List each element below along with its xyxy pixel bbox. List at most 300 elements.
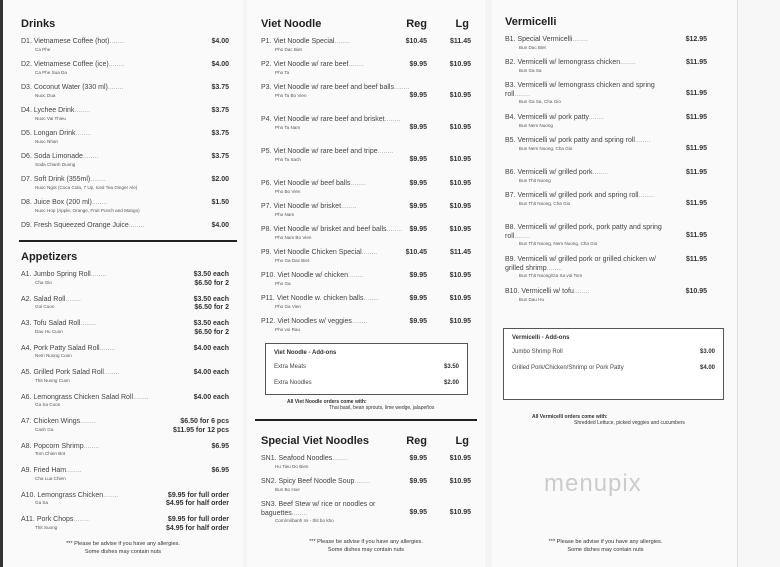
item-price	[173, 418, 229, 435]
price-alt: $6.50 for 2	[194, 279, 229, 287]
leader-dots: ........	[74, 107, 90, 114]
note-text: Thai basil, bean sprouts, lime wedge, jalapeños	[329, 405, 435, 411]
item-name-block	[21, 467, 176, 482]
price-reg: $9.95	[409, 455, 427, 462]
item-vietnamese-name: Bun Dac Biet	[519, 44, 546, 50]
item-price	[194, 320, 229, 337]
item-name-block	[261, 501, 416, 524]
item-name: D2. Vietnamese Coffee (ice)	[21, 61, 109, 68]
menu-item	[261, 148, 481, 180]
item-vietnamese-name: Pho Nam Bo Vien	[275, 234, 312, 240]
leader-dots: ........	[291, 509, 308, 517]
price: $4.00	[211, 38, 229, 45]
item-price	[166, 492, 229, 509]
item-name: P11. Viet Noodle w. chicken balls	[261, 295, 364, 302]
item-name: D9. Fresh Squeezed Orange Juice	[21, 222, 129, 229]
item-name-block	[21, 271, 176, 286]
price: $3.75	[211, 84, 229, 91]
addon-price: $4.00	[699, 365, 715, 371]
menu-item	[21, 467, 239, 492]
item-price	[686, 145, 707, 154]
item-name-block	[21, 38, 176, 53]
item-name-block	[261, 38, 416, 53]
leader-dots: ........	[386, 226, 403, 233]
item-name-block	[261, 84, 416, 99]
item-name: P6. Viet Noodle w/ beef balls	[261, 180, 351, 187]
price: $4.00 each	[193, 344, 229, 352]
menu-item	[21, 516, 239, 541]
item-price	[211, 467, 229, 476]
item-vietnamese-name: Goi Cuon	[35, 304, 55, 309]
item-vietnamese-name: Nuoc Dua	[35, 92, 56, 98]
item-name-block	[261, 116, 416, 131]
item-name: P3. Viet Noodle w/ rare beef and beef balls	[261, 84, 394, 91]
col-lg: Lg	[455, 18, 469, 30]
price: $10.95	[685, 288, 707, 295]
price: $1.50	[211, 199, 229, 206]
leader-dots: ........	[384, 116, 401, 123]
item-vietnamese-name: Bun Bo Hue	[275, 486, 300, 492]
price: $9.95 for full order	[167, 516, 229, 523]
item-vietnamese-name: Pho Ta Nam	[275, 124, 301, 130]
menu-item	[21, 153, 239, 176]
menu-item	[21, 320, 239, 345]
viet-noodle-section	[261, 18, 481, 341]
price-reg: $9.95	[409, 180, 427, 187]
menu-item	[21, 492, 239, 517]
addon-name: Extra Noodles	[274, 380, 312, 386]
item-name-block	[261, 272, 416, 287]
price-alt: $6.50 for 2	[194, 304, 229, 311]
item-name-block	[21, 369, 176, 384]
item-name: D6. Soda Limonade	[21, 153, 83, 160]
item-vietnamese-name: Soda Chanh Duong	[35, 161, 76, 167]
item-name: B2. Vermicelli w/ lemongrass chicken	[505, 59, 621, 66]
price-lg: $10.95	[449, 455, 471, 462]
col-lg: Lg	[455, 435, 469, 447]
item-name: B4. Vermicelli w/ pork patty	[505, 114, 589, 121]
item-vietnamese-name: Com/mi/banh mi - thit bo kho	[275, 518, 334, 523]
leader-dots: ........	[80, 418, 96, 425]
menu-item	[261, 478, 481, 501]
leader-dots: ........	[103, 491, 119, 499]
item-name: A7. Chicken Wings	[21, 418, 81, 425]
price: $11.95	[685, 232, 707, 239]
item-vietnamese-name: Pho Nam	[275, 211, 295, 217]
price-lg: $10.95	[449, 124, 471, 131]
item-price	[211, 443, 229, 452]
item-name: D4. Lychee Drink	[21, 107, 75, 114]
item-price	[211, 222, 229, 231]
leader-dots: ........	[83, 442, 100, 450]
item-price	[211, 61, 229, 70]
item-name-block	[261, 148, 416, 163]
menu-item	[21, 443, 239, 468]
item-price	[686, 256, 707, 265]
item-name-block	[261, 455, 416, 470]
menu-item	[261, 455, 481, 478]
section-title: Viet Noodle	[261, 18, 322, 30]
price-reg: $10.45	[405, 249, 427, 256]
item-vietnamese-name: Thit Nuong Cuon	[35, 377, 70, 383]
price-reg: $9.95	[409, 203, 427, 210]
item-name-block	[21, 345, 176, 360]
leader-dots: ........	[348, 272, 364, 279]
included-note	[532, 414, 685, 426]
item-name: B7. Vermicelli w/ grilled pork and spring roll	[505, 192, 639, 199]
note-title: All Viet Noodle orders come with:	[287, 399, 367, 405]
item-name: P12. Viet Noodles w/ veggies	[261, 318, 352, 325]
price-lg: $10.95	[449, 180, 471, 187]
item-name-block	[21, 222, 176, 231]
item-price	[211, 153, 229, 162]
col-reg: Reg	[406, 435, 427, 447]
item-price	[211, 84, 229, 93]
item-vietnamese-name: Pho Ta Bo Vien	[275, 92, 307, 98]
item-vietnamese-name: Pho Dac Biet	[275, 46, 302, 52]
price-lg: $10.95	[449, 272, 471, 279]
item-vietnamese-name: Pho Ga Vien	[275, 303, 301, 309]
price: $3.75	[211, 107, 229, 114]
item-name: B5. Vermicelli w/ pork patty and spring roll	[505, 137, 635, 144]
item-vietnamese-name: Pho Ga	[275, 280, 291, 286]
price: $6.95	[211, 467, 229, 474]
addon-item	[512, 349, 715, 355]
leader-dots: ........	[573, 288, 590, 295]
menu-item	[505, 288, 717, 311]
price-alt: $4.95 for half order	[165, 524, 229, 532]
section-title: Vermicelli	[505, 16, 557, 28]
price: $2.00	[211, 176, 229, 183]
item-price	[211, 38, 229, 47]
item-price	[211, 107, 229, 116]
panel-middle	[247, 0, 485, 567]
menu-item	[505, 36, 717, 59]
item-price	[211, 176, 229, 185]
menu-item	[261, 180, 481, 203]
item-vietnamese-name: Tom Chien Bot	[35, 451, 66, 456]
menu-item	[21, 107, 239, 130]
price: $4.00	[211, 61, 229, 68]
item-price	[194, 369, 229, 378]
item-price	[211, 199, 229, 208]
price-lg: $10.95	[449, 203, 471, 210]
item-name-block	[21, 61, 176, 76]
item-vietnamese-name: Cha Lua Chien	[35, 475, 66, 481]
item-name-block	[261, 203, 416, 218]
item-name-block	[261, 180, 416, 195]
item-name: A6. Lemongrass Chicken Salad Roll	[21, 393, 134, 401]
item-name: B9. Vermicelli w/ grilled pork or grilled chicken w/ grilled shrimp	[505, 256, 656, 272]
menu-item	[21, 271, 239, 296]
item-name: A5. Grilled Pork Salad Roll	[21, 369, 104, 376]
item-name: SN3. Beef Stew w/ rice or noodles or baguettes	[261, 501, 376, 517]
leader-dots: ........	[377, 148, 394, 155]
section-title: Drinks	[21, 18, 56, 30]
leader-dots: ........	[82, 153, 99, 160]
item-name-block	[505, 224, 670, 247]
item-name: SN1. Seafood Noodles	[261, 455, 333, 462]
item-name-block	[505, 82, 670, 105]
item-vietnamese-name: Nuoc Ngot (Coca Cola, 7 Up, Iced Tea Ginger Ale)	[35, 184, 138, 190]
price: $3.75	[211, 130, 229, 137]
menu-item	[261, 203, 481, 226]
addon-name: Extra Meats	[274, 364, 307, 370]
allergy-note	[492, 538, 719, 554]
item-name-block	[21, 84, 176, 99]
divider	[255, 419, 477, 421]
price-lg: $10.95	[449, 61, 471, 68]
menu-item	[261, 38, 481, 61]
price: $4.00 each	[193, 393, 229, 401]
item-name: A9. Fried Ham	[21, 467, 67, 474]
menu-item	[261, 501, 481, 533]
menu-item	[21, 418, 239, 443]
special-section	[261, 435, 481, 533]
item-vietnamese-name: Pho Ta Sach	[275, 156, 301, 162]
price-lg: $10.95	[449, 318, 471, 325]
price-reg: $9.95	[409, 226, 427, 233]
leader-dots: ........	[108, 61, 125, 68]
item-price	[686, 90, 707, 99]
price: $4.00 each	[193, 369, 229, 376]
blank-fold	[737, 0, 780, 567]
viet-noodle-addons	[265, 343, 468, 395]
item-vietnamese-name: Bun Nem Nuong, Cha Gio	[519, 145, 573, 151]
item-name-block	[505, 256, 670, 279]
item-name-block	[21, 443, 176, 458]
item-name-block	[261, 226, 416, 241]
price-reg: $9.95	[409, 295, 427, 302]
panel-right	[492, 0, 737, 567]
allergy-line: *** Please be advise if you have any allergies.	[309, 539, 423, 545]
menu-item	[261, 249, 481, 272]
price-alt: $11.95 for 12 pcs	[172, 426, 229, 434]
price-alt: $6.50 for 2	[194, 328, 229, 336]
item-name-block	[261, 61, 416, 76]
allergy-line: *** Please be advise if you have any allergies.	[66, 541, 180, 547]
leader-dots: ........	[66, 467, 82, 474]
leader-dots: ........	[107, 84, 124, 91]
item-vietnamese-name: Bun Ga Sa, Cha Gio	[519, 99, 561, 104]
menu-item	[21, 61, 239, 84]
menu-item	[21, 394, 239, 419]
item-vietnamese-name: Thit Suong	[35, 524, 58, 530]
price-reg: $9.95	[409, 272, 427, 279]
price-lg: $10.95	[449, 92, 471, 99]
item-name-block	[21, 296, 176, 311]
item-name-block	[505, 59, 670, 74]
item-price	[686, 232, 707, 241]
menu-item	[21, 369, 239, 394]
note-text: Shredded Lettuce, picked veggies and cucumbers	[574, 420, 685, 426]
item-name: A2. Salad Roll	[21, 295, 66, 303]
addon-price: $2.00	[443, 380, 459, 386]
note-title: All Vermicelli orders come with:	[532, 414, 608, 420]
item-price	[194, 345, 229, 354]
item-name: A11. Pork Chops	[21, 516, 74, 523]
section-header	[261, 18, 481, 38]
item-name-block	[21, 130, 176, 145]
price: $12.95	[685, 36, 707, 43]
menu-item	[21, 130, 239, 153]
menu-item	[261, 295, 481, 318]
item-vietnamese-name: Canh Ga	[35, 426, 54, 432]
menu-item	[505, 82, 717, 114]
drinks-section	[21, 18, 239, 245]
leader-dots: ........	[65, 295, 81, 303]
addon-price: $3.50	[443, 364, 459, 370]
item-vietnamese-name: Ga Sa Cuon	[35, 402, 61, 407]
item-vietnamese-name: Bun Thit Nuong, Cha Gio	[519, 200, 571, 206]
item-vietnamese-name: Bun Thit Nuong, Nem Nuong, Cha Gio	[519, 241, 598, 246]
item-name: B10. Vermicelli w/ tofu	[505, 288, 574, 295]
item-name: P1. Viet Noodle Special	[261, 38, 335, 45]
allergy-line: *** Please be advise if you have any allergies.	[548, 539, 663, 545]
item-name: P4. Viet Noodle w/ rare beef and brisket	[261, 116, 385, 123]
price-lg: $11.45	[449, 249, 471, 256]
item-name: B1. Special Vermicelli	[505, 36, 573, 43]
menu-item	[21, 38, 239, 61]
leader-dots: ........	[588, 114, 605, 121]
menu-item	[505, 137, 717, 169]
item-name-block	[21, 492, 176, 507]
price: $11.95	[685, 114, 707, 121]
price: $6.50 for 6 pcs	[180, 418, 229, 425]
menu-item	[505, 256, 717, 288]
price: $3.50 each	[193, 320, 229, 327]
price-reg: $9.95	[409, 61, 427, 68]
leader-dots: ........	[90, 176, 106, 183]
allergy-line: Some dishes may contain nuts	[84, 549, 162, 555]
item-name: P5. Viet Noodle w/ rare beef and tripe	[261, 148, 378, 155]
menu-item	[261, 116, 481, 148]
menu-item	[261, 272, 481, 295]
item-vietnamese-name: Pho voi Rau	[275, 326, 301, 332]
allergy-line: Some dishes may contain nuts	[567, 547, 644, 553]
item-name: A10. Lemongrass Chicken	[21, 491, 104, 499]
item-name-block	[21, 153, 176, 168]
item-vietnamese-name: Ga Sa	[35, 500, 49, 505]
leader-dots: ........	[546, 264, 563, 272]
item-price	[194, 271, 229, 288]
col-reg: Reg	[406, 18, 427, 30]
item-name-block	[261, 318, 416, 333]
section-title: Special Viet Noodles	[261, 435, 370, 447]
price: $3.50 each	[193, 295, 229, 303]
price-lg: $11.45	[449, 38, 471, 45]
allergy-note	[3, 540, 243, 556]
included-note	[287, 399, 434, 411]
vermicelli-section	[505, 16, 717, 311]
item-name-block	[21, 516, 176, 531]
leader-dots: ........	[75, 130, 92, 137]
menu-item	[261, 84, 481, 116]
item-price	[166, 516, 229, 533]
addons-title: Viet Noodle - Add-ons	[274, 350, 337, 356]
leader-dots: ........	[514, 232, 530, 240]
price: $11.95	[685, 59, 707, 66]
item-name-block	[21, 394, 176, 409]
addon-item	[274, 380, 459, 386]
leader-dots: ........	[514, 90, 530, 98]
menupix-watermark: menupix	[544, 470, 642, 497]
menu-item	[261, 61, 481, 84]
item-name: B8. Vermicelli w/ grilled pork, pork patty and spring roll	[505, 224, 662, 240]
item-price	[686, 36, 707, 45]
item-name: B3. Vermicelli w/ lemongrass chicken and spring roll	[505, 82, 655, 98]
leader-dots: ........	[109, 38, 126, 45]
item-price	[686, 169, 707, 178]
leader-dots: ........	[620, 59, 636, 66]
item-price	[686, 200, 707, 209]
item-name-block	[505, 169, 670, 184]
menu-item	[21, 84, 239, 107]
price-lg: $10.95	[449, 478, 471, 485]
menu-item	[505, 169, 717, 192]
price: $3.50 each	[193, 271, 229, 278]
item-name: A1. Jumbo Spring Roll	[21, 271, 91, 278]
leader-dots: ........	[592, 169, 609, 176]
price: $11.95	[685, 256, 707, 263]
leader-dots: ........	[634, 137, 651, 144]
leader-dots: ........	[103, 369, 120, 376]
addon-item	[512, 365, 715, 371]
leader-dots: ........	[128, 222, 145, 229]
price: $6.95	[211, 442, 229, 450]
price: $9.95 for full order	[167, 491, 229, 499]
item-vietnamese-name: Nuoc Nhan	[35, 138, 58, 144]
allergy-line: Some dishes may contain nuts	[327, 547, 405, 553]
item-vietnamese-name: Pho Ga Dac Biet	[275, 257, 310, 263]
item-name: P9. Viet Noodle Chicken Special	[261, 249, 362, 256]
item-name: A4. Pork Patty Salad Roll	[21, 344, 100, 352]
appetizers-section	[21, 251, 239, 541]
leader-dots: ........	[351, 318, 368, 325]
leader-dots: ........	[361, 249, 378, 256]
item-price	[686, 59, 707, 68]
leader-dots: ........	[80, 320, 96, 327]
item-name-block	[261, 249, 416, 264]
item-name: D3. Coconut Water (330 ml)	[21, 84, 108, 91]
item-name: D8. Juice Box (200 ml)	[21, 199, 92, 206]
price: $11.95	[685, 145, 707, 152]
leader-dots: ........	[334, 38, 350, 45]
price-reg: $9.95	[409, 124, 427, 131]
item-vietnamese-name: Nem Nuong Cuon	[35, 353, 72, 358]
item-vietnamese-name: Pho Bo Vien	[275, 188, 301, 194]
price-reg: $9.95	[409, 92, 427, 99]
item-vietnamese-name: Dau Hu Cuon	[35, 328, 63, 334]
item-vietnamese-name: Bun Nem Nuong	[519, 122, 553, 128]
menu-item	[261, 226, 481, 249]
item-name-block	[505, 192, 670, 207]
item-name-block	[505, 288, 670, 303]
item-vietnamese-name: Bun Ga Sa	[519, 67, 542, 73]
item-name-block	[505, 114, 670, 129]
item-vietnamese-name: Bun Thit Nuong	[519, 177, 551, 183]
item-vietnamese-name: Ca Phe Sua Da	[35, 69, 67, 75]
addon-name: Grilled Pork/Chicken/Shrimp or Pork Patty	[512, 365, 624, 371]
item-name: B6. Vermicelli w/ grilled pork	[505, 169, 593, 176]
item-name: P2. Viet Noodle w/ rare beef	[261, 61, 349, 68]
item-name: D7. Soft Drink (355ml)	[21, 176, 91, 183]
section-header	[261, 435, 481, 455]
leader-dots: ........	[393, 84, 410, 91]
leader-dots: ........	[91, 199, 108, 206]
leader-dots: ........	[348, 61, 364, 68]
menu-item	[21, 296, 239, 321]
